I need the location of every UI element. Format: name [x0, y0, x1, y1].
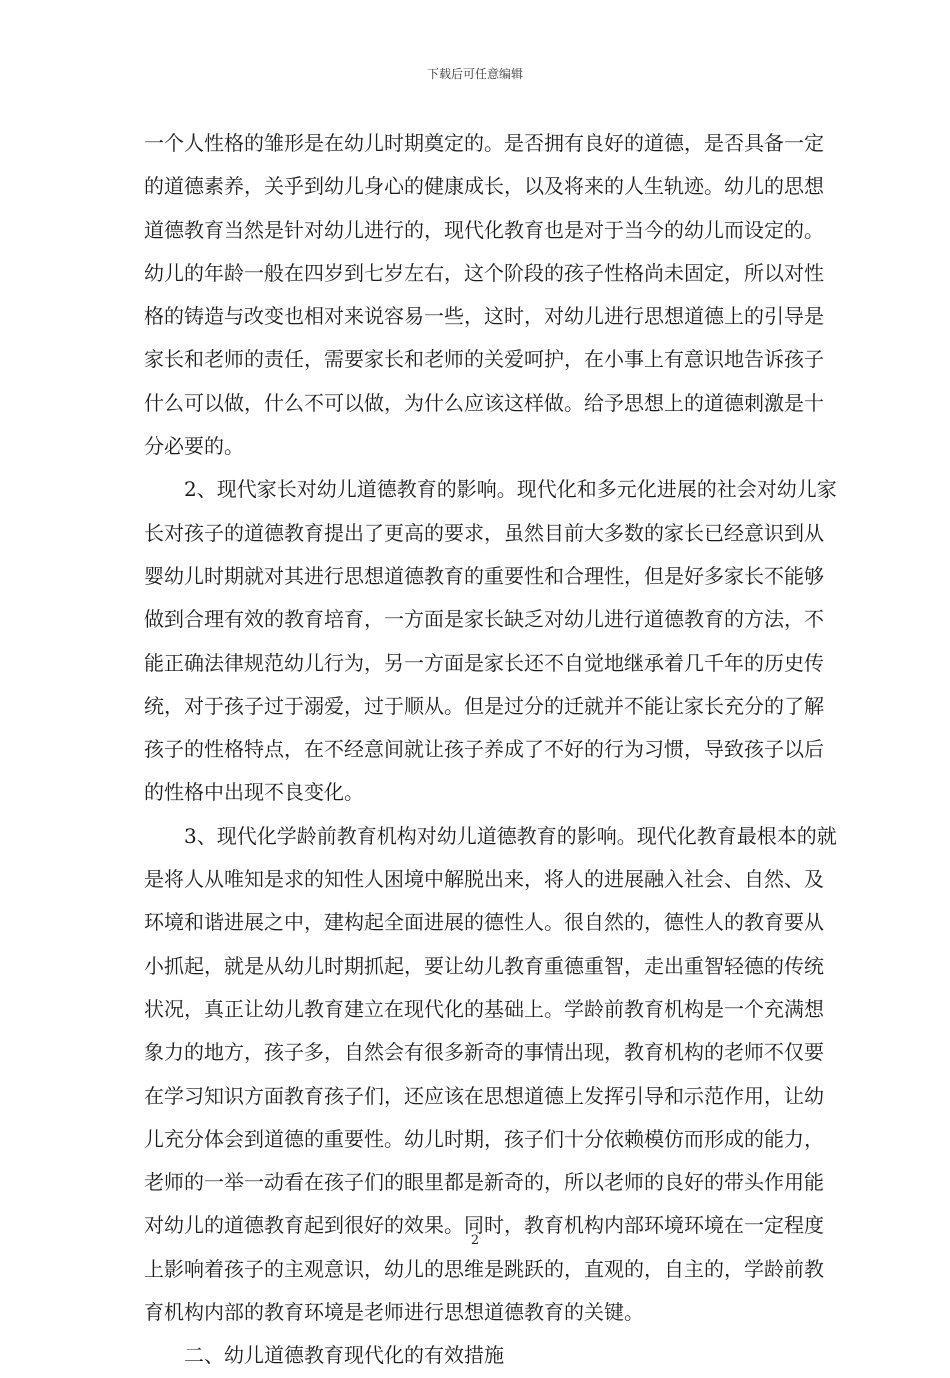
page-header: 下载后可任意编辑	[426, 67, 523, 81]
text-line: 统，对于孩子过于溺爱，过于顺从。但是过分的迁就并不能让家长充分的了解	[144, 693, 824, 718]
text-line: 是将人从唯知是求的知性人困境中解脱出来，将人的进展融入社会、自然、及	[144, 867, 824, 892]
text-line: 环境和谐进展之中，建构起全面进展的德性人。很自然的，德性人的教育要从	[144, 910, 824, 935]
text-line: 孩子的性格特点，在不经意间就让孩子养成了不好的行为习惯，导致孩子以后	[144, 737, 824, 762]
paragraph	[144, 815, 837, 1335]
page-number: 2	[470, 1233, 480, 1248]
text-line: 家长和老师的责任，需要家长和老师的关爱呵护，在小事上有意识地告诉孩子	[144, 347, 824, 372]
text-line: 能正确法律规范幼儿行为，另一方面是家长还不自觉地继承着几千年的历史传	[144, 650, 824, 675]
text-line: 什么可以做，什么不可以做，为什么应该这样做。给予思想上的道德刺激是十	[144, 390, 824, 415]
text-line: 幼儿的年龄一般在四岁到七岁左右，这个阶段的孩子性格尚未固定，所以对性	[144, 260, 824, 285]
text-line: 婴幼儿时期就对其进行思想道德教育的重要性和合理性，但是好多家长不能够	[144, 563, 824, 588]
text-line: 格的铸造与改变也相对来说容易一些，这时，对幼儿进行思想道德上的引导是	[144, 304, 824, 329]
text-line: 育机构内部的教育环境是老师进行思想道德教育的关键。	[144, 1300, 644, 1325]
text-line: 3、现代化学龄前教育机构对幼儿道德教育的影响。现代化教育最根本的就	[184, 823, 837, 848]
text-line: 对幼儿的道德教育起到很好的效果。同时，教育机构内部环境环境在一定程度	[144, 1213, 824, 1238]
text-line: 在学习知识方面教育孩子们，还应该在思想道德上发挥引导和示范作用，让幼	[144, 1083, 824, 1108]
text-line: 2、现代家长对幼儿道德教育的影响。现代化和多元化进展的社会对幼儿家	[184, 477, 837, 502]
text-line: 道德教育当然是针对幼儿进行的，现代化教育也是对于当今的幼儿而设定的。	[144, 217, 824, 242]
text-line: 的性格中出现不良变化。	[144, 780, 364, 805]
text-line: 长对孩子的道德教育提出了更高的要求，虽然目前大多数的家长已经意识到从	[144, 520, 824, 545]
text-line: 做到合理有效的教育培育，一方面是家长缺乏对幼儿进行道德教育的方法，不	[144, 607, 824, 632]
section-heading-text: 二、幼儿道德教育现代化的有效措施	[184, 1343, 504, 1368]
text-line: 上影响着孩子的主观意识，幼儿的思维是跳跃的，直观的，自主的，学龄前教	[144, 1256, 824, 1281]
text-line: 小抓起，就是从幼儿时期抓起，要让幼儿教育重德重智，走出重智轻德的传统	[144, 953, 824, 978]
paragraph	[144, 468, 837, 814]
text-line: 象力的地方，孩子多，自然会有很多新奇的事情出现，教育机构的老师不仅要	[144, 1040, 824, 1065]
text-line: 分必要的。	[144, 434, 244, 459]
section-heading	[144, 1334, 810, 1377]
paragraph	[144, 122, 824, 468]
text-line: 儿充分体会到道德的重要性。幼儿时期，孩子们十分依赖模仿而形成的能力，	[144, 1126, 824, 1151]
document-body	[144, 122, 837, 1378]
text-line: 的道德素养，关乎到幼儿身心的健康成长，以及将来的人生轨迹。幼儿的思想	[144, 174, 824, 199]
text-line: 状况，真正让幼儿教育建立在现代化的基础上。学龄前教育机构是一个充满想	[144, 996, 824, 1021]
text-line: 一个人性格的雏形是在幼儿时期奠定的。是否拥有良好的道德，是否具备一定	[144, 131, 824, 155]
text-line: 老师的一举一动看在孩子们的眼里都是新奇的，所以老师的良好的带头作用能	[144, 1170, 824, 1195]
